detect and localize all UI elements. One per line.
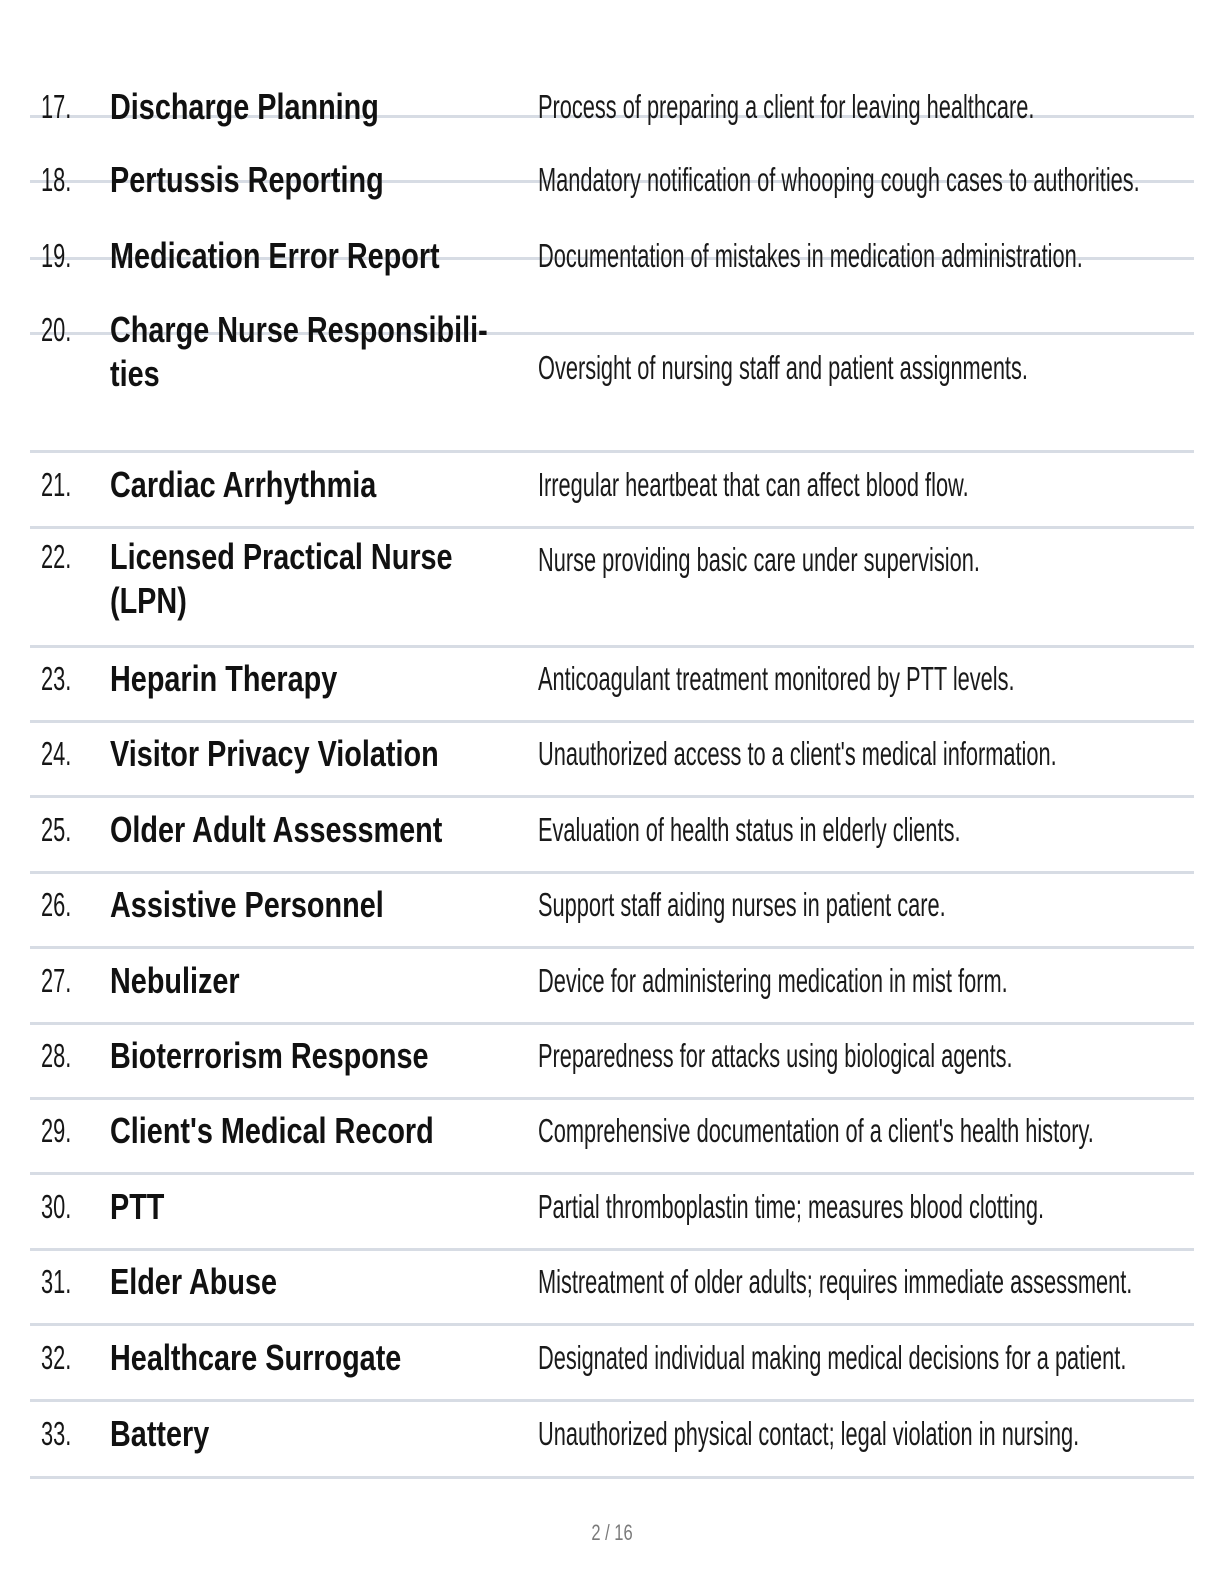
glossary-definition [538,1037,1224,1094]
glossary-term [110,809,525,874]
row-number [41,962,87,1019]
row-number-text: 30. [41,1188,72,1225]
glossary-definition [538,466,1190,523]
term-line: Discharge Planning [110,86,379,127]
glossary-definition-text: Oversight of nursing staff and patient assignments. [538,349,1028,386]
glossary-definition [538,1415,1224,1472]
row-number [41,161,87,218]
term-line: Elder Abuse [110,1261,277,1302]
term-line: Heparin Therapy [110,658,338,699]
row-number-text: 28. [41,1037,72,1074]
glossary-term [110,960,272,1025]
glossary-definition [538,1112,1224,1169]
row-number [41,1112,87,1169]
row-number-text: 31. [41,1263,72,1300]
glossary-term [110,884,452,949]
row-number [41,538,87,595]
row-number-text: 23. [41,660,72,697]
row-number-text: 26. [41,886,72,923]
glossary-term-lines [110,158,384,202]
term-line: Licensed Practical Nurse [110,536,453,577]
row-number-text: 20. [41,311,72,348]
glossary-term-lines [110,1185,164,1229]
glossary-definition-text: Device for administering medication in mist form. [538,962,1008,999]
term-line: (LPN) [110,580,187,621]
glossary-definition [538,88,1224,145]
row-number [41,237,87,294]
glossary-term-lines [110,463,376,507]
glossary-term [110,1110,515,1175]
glossary-term-lines [110,959,240,1003]
glossary-term [110,658,394,723]
glossary-term-lines [110,808,442,852]
row-separator-line [30,450,1194,453]
term-line: ties [110,353,160,394]
glossary-definition-text: Process of preparing a client for leaving healthcare. [538,88,1035,125]
glossary-definition-text: Documentation of mistakes in medication administration. [538,237,1083,274]
glossary-term-lines [110,535,453,623]
term-line: Medication Error Report [110,235,440,276]
term-line: PTT [110,1186,165,1227]
glossary-definition [538,962,1224,1019]
row-number-text: 21. [41,466,72,503]
glossary-term-lines [110,1412,209,1456]
glossary-term [110,159,452,224]
glossary-term [110,733,521,798]
term-line: Older Adult Assessment [110,809,443,850]
glossary-definition-text: Unauthorized access to a client's medical information. [538,735,1057,772]
row-number [41,660,87,717]
term-line: Nebulizer [110,960,240,1001]
glossary-definition-text: Comprehensive documentation of a client's health history. [538,1112,1094,1149]
glossary-term-lines [110,883,384,927]
row-number-text: 22. [41,538,72,575]
term-line: Charge Nurse Responsibili- [110,309,488,350]
glossary-term-lines [110,234,440,278]
row-separator-line [30,1248,1194,1251]
glossary-term [110,309,582,440]
glossary-term-lines [110,85,379,129]
term-line: Bioterrorism Response [110,1035,429,1076]
glossary-definition-text: Anticoagulant treatment monitored by PTT levels. [538,660,1015,697]
row-number-text: 18. [41,161,72,198]
row-number-text: 29. [41,1112,72,1149]
row-number [41,1339,87,1396]
term-line: Battery [110,1413,210,1454]
row-number-text: 25. [41,811,72,848]
glossary-term [110,1035,508,1100]
row-number-text: 19. [41,237,72,274]
row-number-text: 33. [41,1415,72,1452]
glossary-definition [538,660,1224,717]
row-number [41,311,87,368]
glossary-definition-text: Mandatory notification of whooping cough cases to authorities. [538,161,1140,198]
glossary-term-lines [110,1336,401,1380]
glossary-definition-text: Mistreatment of older adults; requires immediate assessment. [538,1263,1133,1300]
glossary-term [110,1261,319,1326]
row-number [41,1188,87,1245]
glossary-definition-text: Unauthorized physical contact; legal violation in nursing. [538,1415,1080,1452]
glossary-definition [538,811,1178,868]
term-line: Visitor Privacy Violation [110,733,439,774]
glossary-definition-text: Evaluation of health status in elderly clients. [538,811,961,848]
glossary-definition [538,886,1156,943]
glossary-definition [538,735,1224,792]
glossary-term [110,1186,178,1251]
glossary-definition-text: Irregular heartbeat that can affect blood flow. [538,466,969,503]
glossary-term [110,1337,474,1402]
glossary-definition [538,161,1224,218]
glossary-definition [538,349,1224,406]
glossary-term [110,536,538,667]
glossary-term [110,1413,234,1478]
glossary-definition [538,1188,1224,1245]
row-number-text: 24. [41,735,72,772]
row-number-text: 32. [41,1339,72,1376]
term-line: Client's Medical Record [110,1110,434,1151]
row-number [41,735,87,792]
glossary-term-lines [110,1260,277,1304]
row-number [41,1037,87,1094]
glossary-definition-text: Support staff aiding nurses in patient care. [538,886,946,923]
row-number [41,1415,87,1472]
glossary-definition [538,1263,1224,1320]
glossary-definition-text: Partial thromboplastin time; measures blood clotting. [538,1188,1045,1225]
row-number [41,811,87,868]
row-number [41,466,87,523]
glossary-term-lines [110,1034,428,1078]
row-number [41,1263,87,1320]
row-number-text: 27. [41,962,72,999]
glossary-definition [538,1339,1224,1396]
glossary-term [110,86,446,151]
row-number [41,886,87,943]
row-number [41,88,87,145]
term-line: Pertussis Reporting [110,159,384,200]
glossary-definition-text: Preparedness for attacks using biological agents. [538,1037,1013,1074]
term-line: Healthcare Surrogate [110,1337,402,1378]
glossary-definition [538,541,1208,598]
glossary-term-lines [110,308,488,396]
glossary-definition-text: Designated individual making medical decisions for a patient. [538,1339,1127,1376]
glossary-term-lines [110,1109,434,1153]
glossary-term-lines [110,732,439,776]
glossary-term-lines [110,657,337,701]
row-number-text: 17. [41,88,72,125]
page-number: 2 / 16 [591,1520,633,1545]
glossary-term [110,464,443,529]
glossary-definition-text: Nurse providing basic care under supervision. [538,541,980,578]
term-line: Assistive Personnel [110,884,384,925]
glossary-definition [538,237,1224,294]
term-line: Cardiac Arrhythmia [110,464,377,505]
glossary-term [110,235,522,300]
